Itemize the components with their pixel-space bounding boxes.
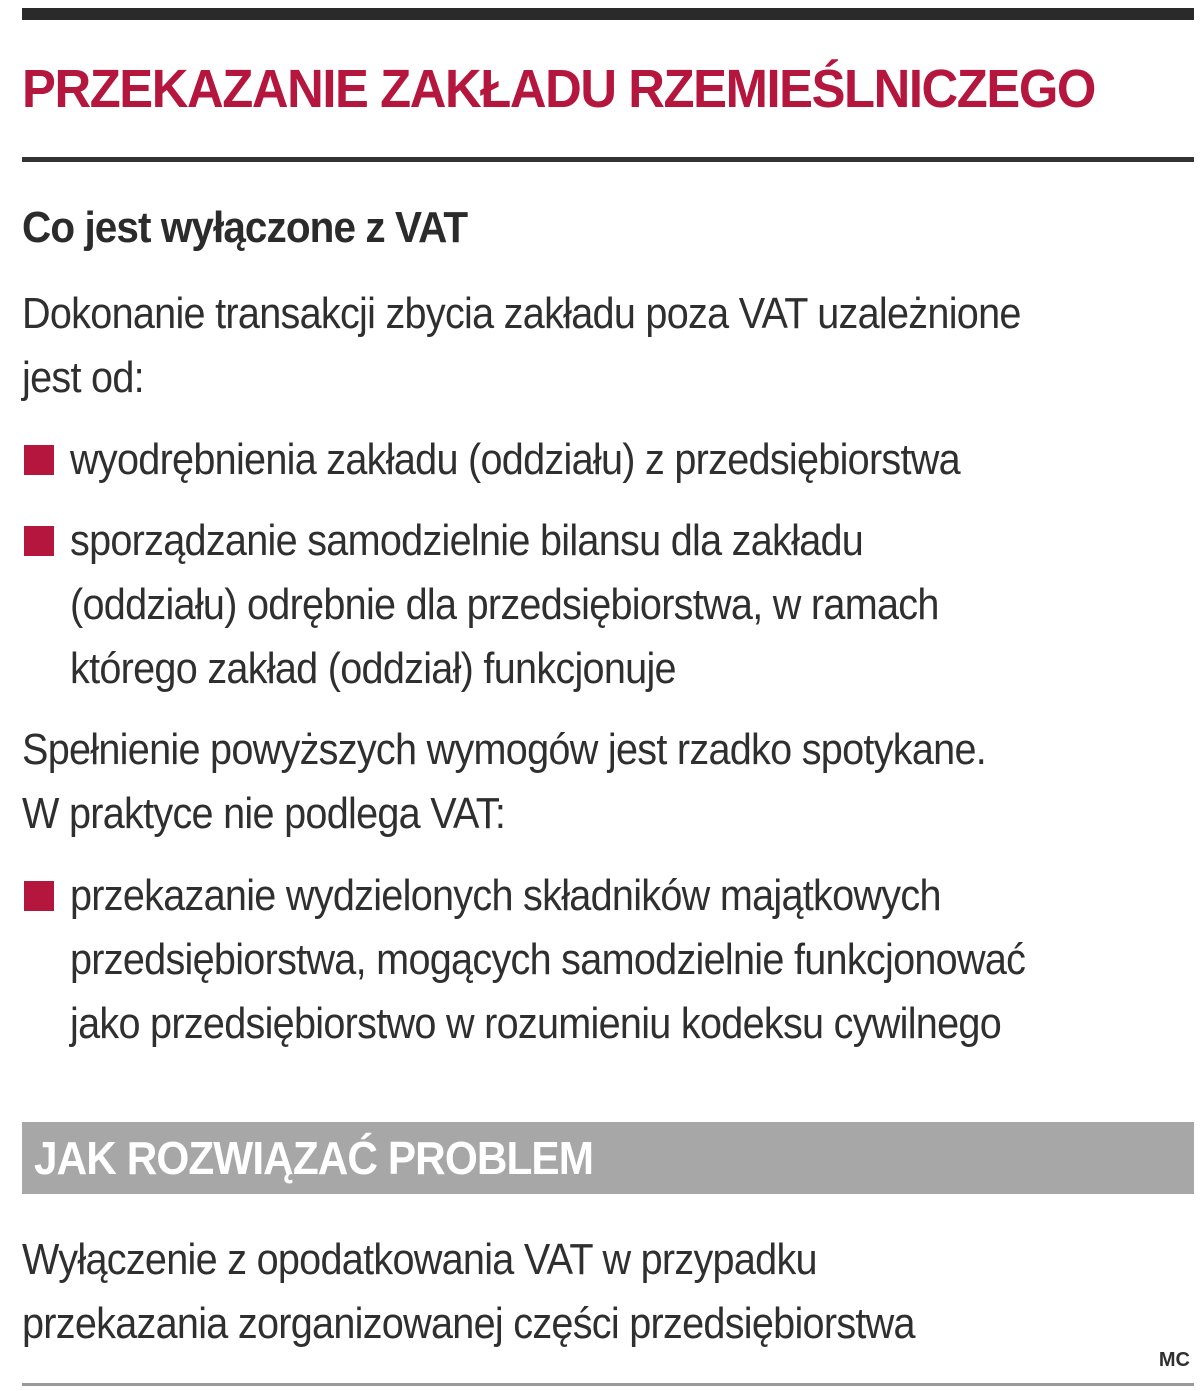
square-bullet-icon (24, 445, 54, 475)
list-item-line: którego zakład (oddział) funkcjonuje (70, 644, 676, 693)
intro-line: jest od: (22, 353, 144, 402)
solution-band (22, 1122, 1194, 1194)
top-rule (22, 8, 1194, 20)
list-item-line: wyodrębnienia zakładu (oddziału) z przedsiębiorstwa (70, 435, 960, 484)
note-paragraph (22, 718, 1194, 846)
note-line: Spełnienie powyższych wymogów jest rzadko spotykane. (22, 725, 987, 774)
list-item-line: sporządzanie samodzielnie bilansu dla zakładu (70, 516, 864, 565)
solution-line: przekazania zorganizowanej części przedsiębiorstwa (22, 1299, 915, 1348)
list-item-line: jako przedsiębiorstwo w rozumieniu kodeksu cywilnego (70, 999, 1002, 1048)
main-title: PRZEKAZANIE ZAKŁADU RZEMIEŚLNICZEGO (22, 59, 1096, 119)
intro-paragraph (22, 282, 1194, 410)
solution-heading: JAK ROZWIĄZAĆ PROBLEM (34, 1132, 594, 1184)
square-bullet-icon (24, 526, 54, 556)
list-item-line: przekazanie wydzielonych składników majątkowych (70, 871, 941, 920)
solution-line: Wyłączenie z opodatkowania VAT w przypadku (22, 1235, 817, 1284)
intro-line: Dokonanie transakcji zbycia zakładu poza VAT uzależnione (22, 289, 1021, 338)
bottom-rule (22, 1383, 1194, 1386)
list-item-line: przedsiębiorstwa, mogących samodzielnie funkcjonować (70, 935, 1026, 984)
note-line: W praktyce nie podlega VAT: (22, 789, 506, 838)
solution-paragraph (22, 1228, 1194, 1356)
list-item-line: (oddziału) odrębnie dla przedsiębiorstwa, w ramach (70, 580, 939, 629)
square-bullet-icon (24, 881, 54, 911)
infobox (22, 0, 1194, 1391)
author-credit: MC (1158, 1349, 1190, 1371)
title-divider (22, 157, 1194, 162)
section-heading: Co jest wyłączone z VAT (22, 203, 468, 252)
